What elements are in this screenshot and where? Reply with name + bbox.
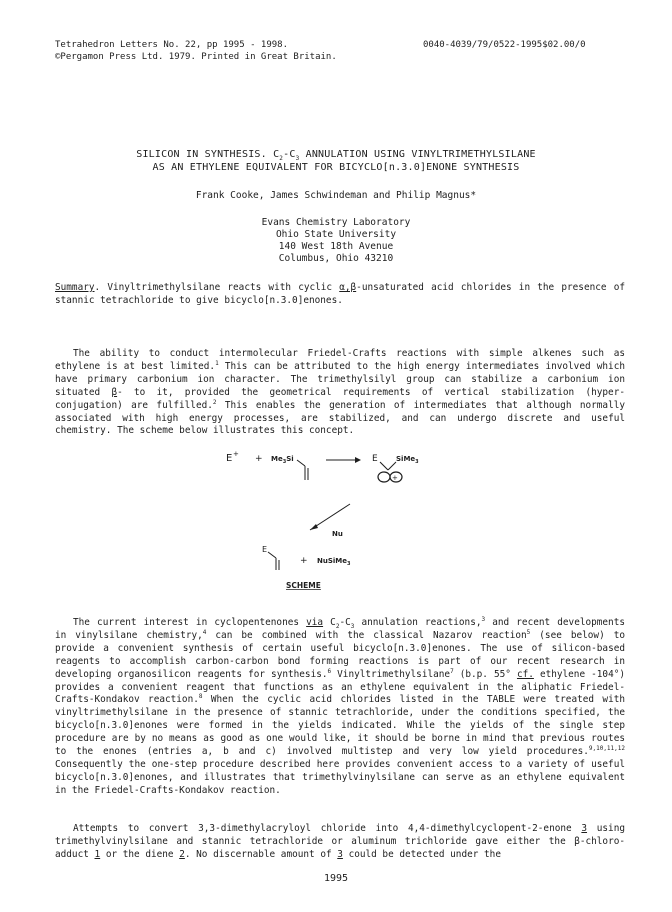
affiliation-line-2: Ohio State University [275,229,397,240]
article-code: 0040-4039/79/0522-1995$02.00/0 [423,40,586,50]
svg-text:+: + [233,450,239,458]
intro-paragraph: The ability to conduct intermolecular Friedel-Crafts reactions with simple alkenes such as ethylene is at best limited.$^1$ This can be attributed to the high energy intermediates involved which have primary carbonium ion character. The trimethylsilyl group can stabilize a carbonium ion situated β- to it, provided the geometrical requirements of vertical stabilization (hyper-conjugation) are fulfilled.$^2$ This enables the generation of intermediates that although normally associated with high energy processes, are stabilized, and can undergo discrete and useful chemistry. The scheme below illustrates this concept. [55,348,625,437]
plus-sign-2: + [300,556,308,566]
product-e-label: E [372,454,378,464]
nucleophile-label: Nu [332,530,343,538]
affiliation-line-1: Evans Chemistry Laboratory [261,217,411,228]
product-sime3-label: SiMe$_3$ [396,455,419,465]
journal-citation: Tetrahedron Letters No. 22, pp 1995 - 1998. [55,40,288,50]
nusime3-label: NuSiMe$_3$ [317,557,351,567]
plus-sign: + [255,454,263,464]
affiliation-line-4: Columbus, Ohio 43210 [278,253,394,264]
page-number: 1995 [323,873,349,884]
alkene-e-label: E [262,545,268,554]
scheme-caption: SCHEME [286,581,321,590]
article-title-line-2: AS AN ETHYLENE EQUIVALENT FOR BICYCLO[n.3.0]ENONE SYNTHESIS [152,162,520,173]
author-list: Frank Cooke, James Schwindeman and Philip Magnus* [195,190,477,201]
reaction-scheme [0,448,672,596]
publisher-line: ©Pergamon Press Ltd. 1979. Printed in Great Britain. [55,52,337,62]
article-title-line-1: SILICON IN SYNTHESIS. $C_2-C_3$ ANNULATION USING VINYLTRIMETHYLSILANE [136,149,536,162]
affiliation-line-3: 140 West 18th Avenue [278,241,394,252]
body-paragraph-3: Attempts to convert 3,3-dimethylacryloyl chloride into 4,4-dimethylcyclopent-2-enone 3 using trimethylvinylsilane and stannic tetrachloride or aluminum trichloride gave either the β-chloro-adduct 1 or the diene 2. No discernable amount of 3 could be detected under the [55,823,625,860]
electrophile-label: E [226,453,233,464]
summary: Summary. Vinyltrimethylsilane reacts with cyclic α,β-unsaturated acid chlorides in the presence of stannic tetrachloride to give bicyclo[n.3.0]enones. [55,282,625,306]
summary-label: Summary [55,282,95,293]
orbital-lobe-left [378,472,390,482]
svg-text:+: + [392,474,398,482]
body-paragraph-2: The current interest in cyclopentenones via $C_2-C_3$ annulation reactions,$^3$ and recent developments in vinylsilane chemistry,$^4$ can be combined with the classical Nazarov reaction$^5$ (see below) to provide a convenient synthesis of certain useful bicyclo[n.3.0]enones. The use of silicon-based reagents to accomplish carbon-carbon bond forming reactions is part of our recent research in developing organosilicon reagents for synthesis.$^6$ Vinyltrimethylsilane$^7$ (b.p. 55° cf. ethylene -104°) provides a convenient reagent that functions as an ethylene equivalent in the aliphatic Friedel-Crafts-Kondakov reaction.$^8$ When the cyclic acid chlorides listed in the TABLE were treated with vinyltrimethylsilane in the presence of stannic tetrachloride, under the conditions specified, the bicyclo[n.3.0]enones were formed in the yields indicated. While the yields of the single step procedure are by no means as good as one would like, it should be borne in mind that previous routes to the enones (entries a, b and c) involved multistep and very low yield procedures.$^{9,10,11,12}$ Consequently the one-step procedure described here provides convenient access to a variety of useful bicyclo[n.3.0]enones, and illustrates that trimethylvinylsilane can serve as an ethylene equivalent in the Friedel-Crafts-Kondakov reaction. [55,615,626,796]
reagent-label: $Me_3Si$ [271,455,294,465]
